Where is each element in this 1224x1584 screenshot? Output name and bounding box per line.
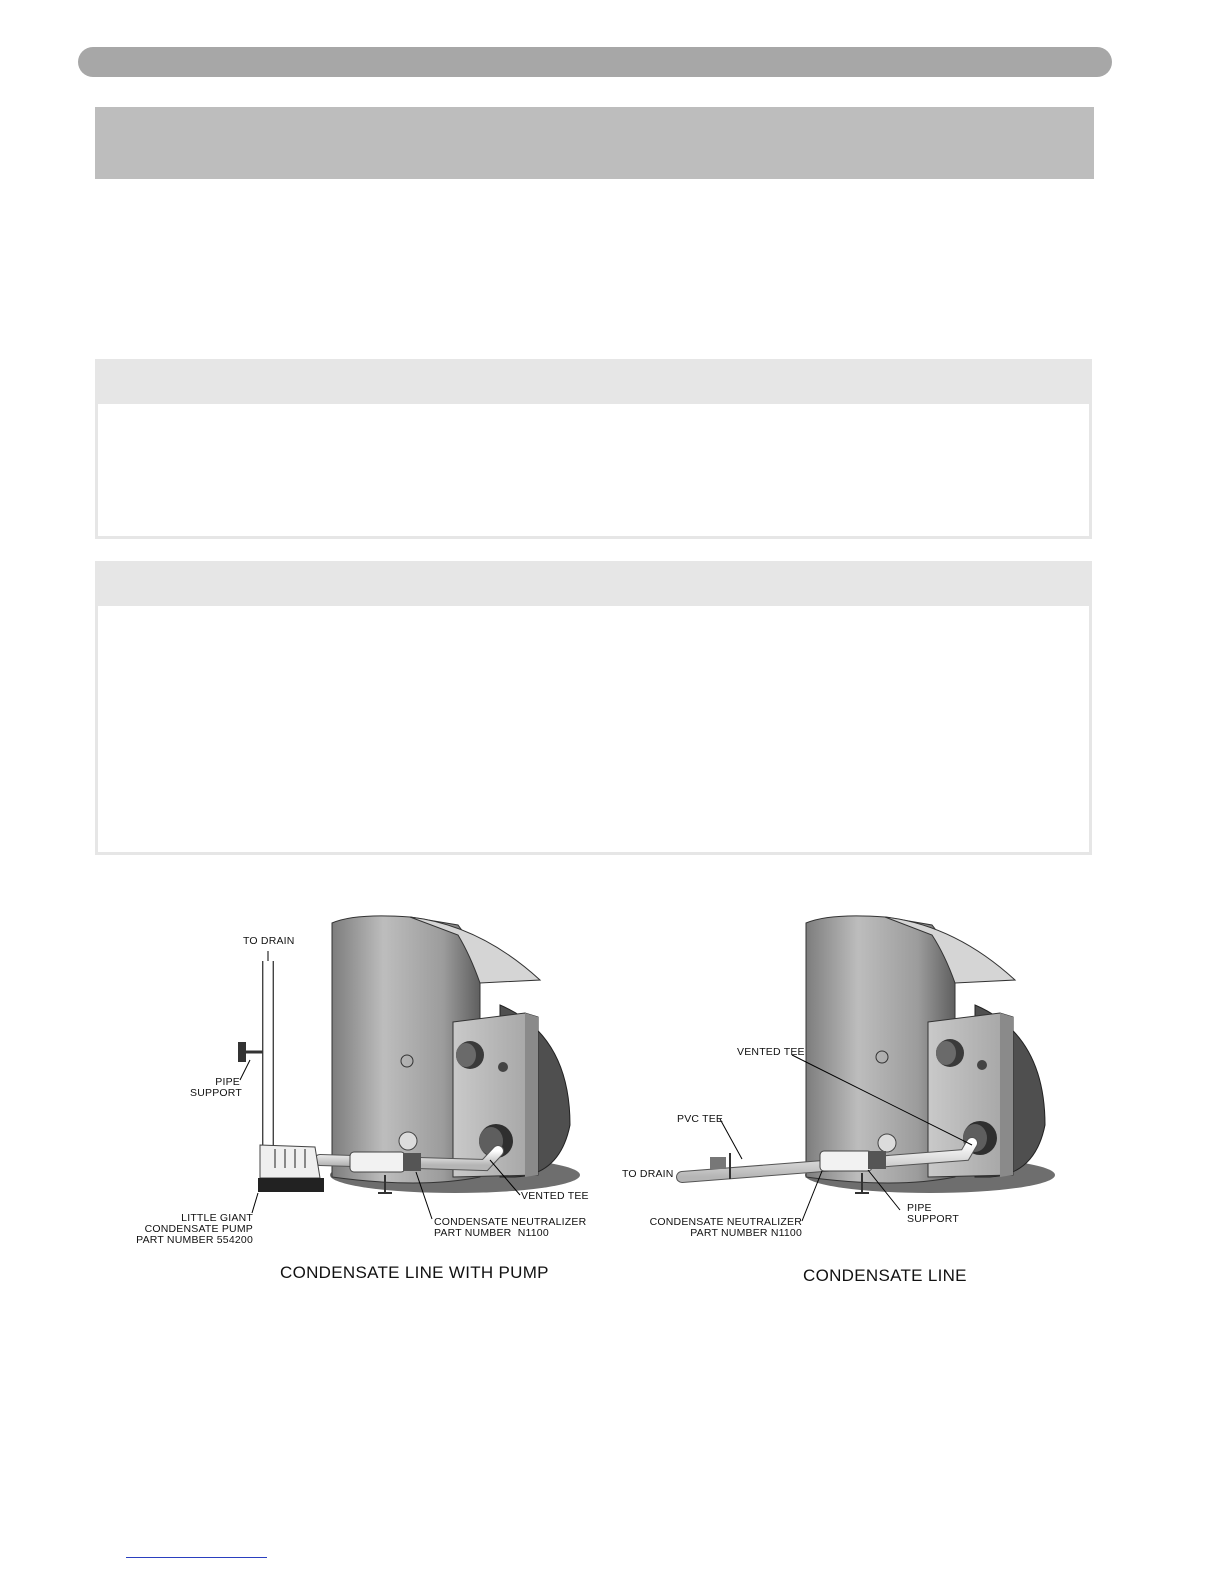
notice-box-2 [95,561,1092,855]
left-label-neutralizer: CONDENSATE NEUTRALIZER PART NUMBER N1100 [434,1216,587,1239]
condensate-figure [120,895,1100,1295]
notice-box-1 [95,359,1092,539]
right-heater-drawing [682,916,1055,1221]
left-label-pump: LITTLE GIANT CONDENSATE PUMP PART NUMBER 554200 [136,1212,253,1246]
right-label-to-drain: TO DRAIN [622,1168,674,1180]
right-label-pvc-tee: PVC TEE [677,1113,724,1125]
footer-link-underline[interactable] [126,1557,267,1558]
left-label-to-drain: TO DRAIN [243,935,295,947]
left-label-vented-tee: VENTED TEE [521,1190,589,1202]
top-header-bar [78,47,1112,77]
left-heater-drawing [238,916,580,1219]
notice-box-1-header [98,362,1089,404]
right-label-vented-tee: VENTED TEE [737,1046,805,1058]
left-figure-caption: CONDENSATE LINE WITH PUMP [280,1263,549,1282]
section-title-banner [95,107,1094,179]
notice-box-2-header [98,564,1089,606]
left-label-pipe-support: PIPE SUPPORT [190,1076,242,1099]
right-figure-caption: CONDENSATE LINE [803,1266,967,1285]
condensate-illustration [120,895,1100,1295]
right-label-pipe-support: PIPE SUPPORT [907,1202,959,1225]
right-label-neutralizer: CONDENSATE NEUTRALIZER PART NUMBER N1100 [649,1216,802,1239]
